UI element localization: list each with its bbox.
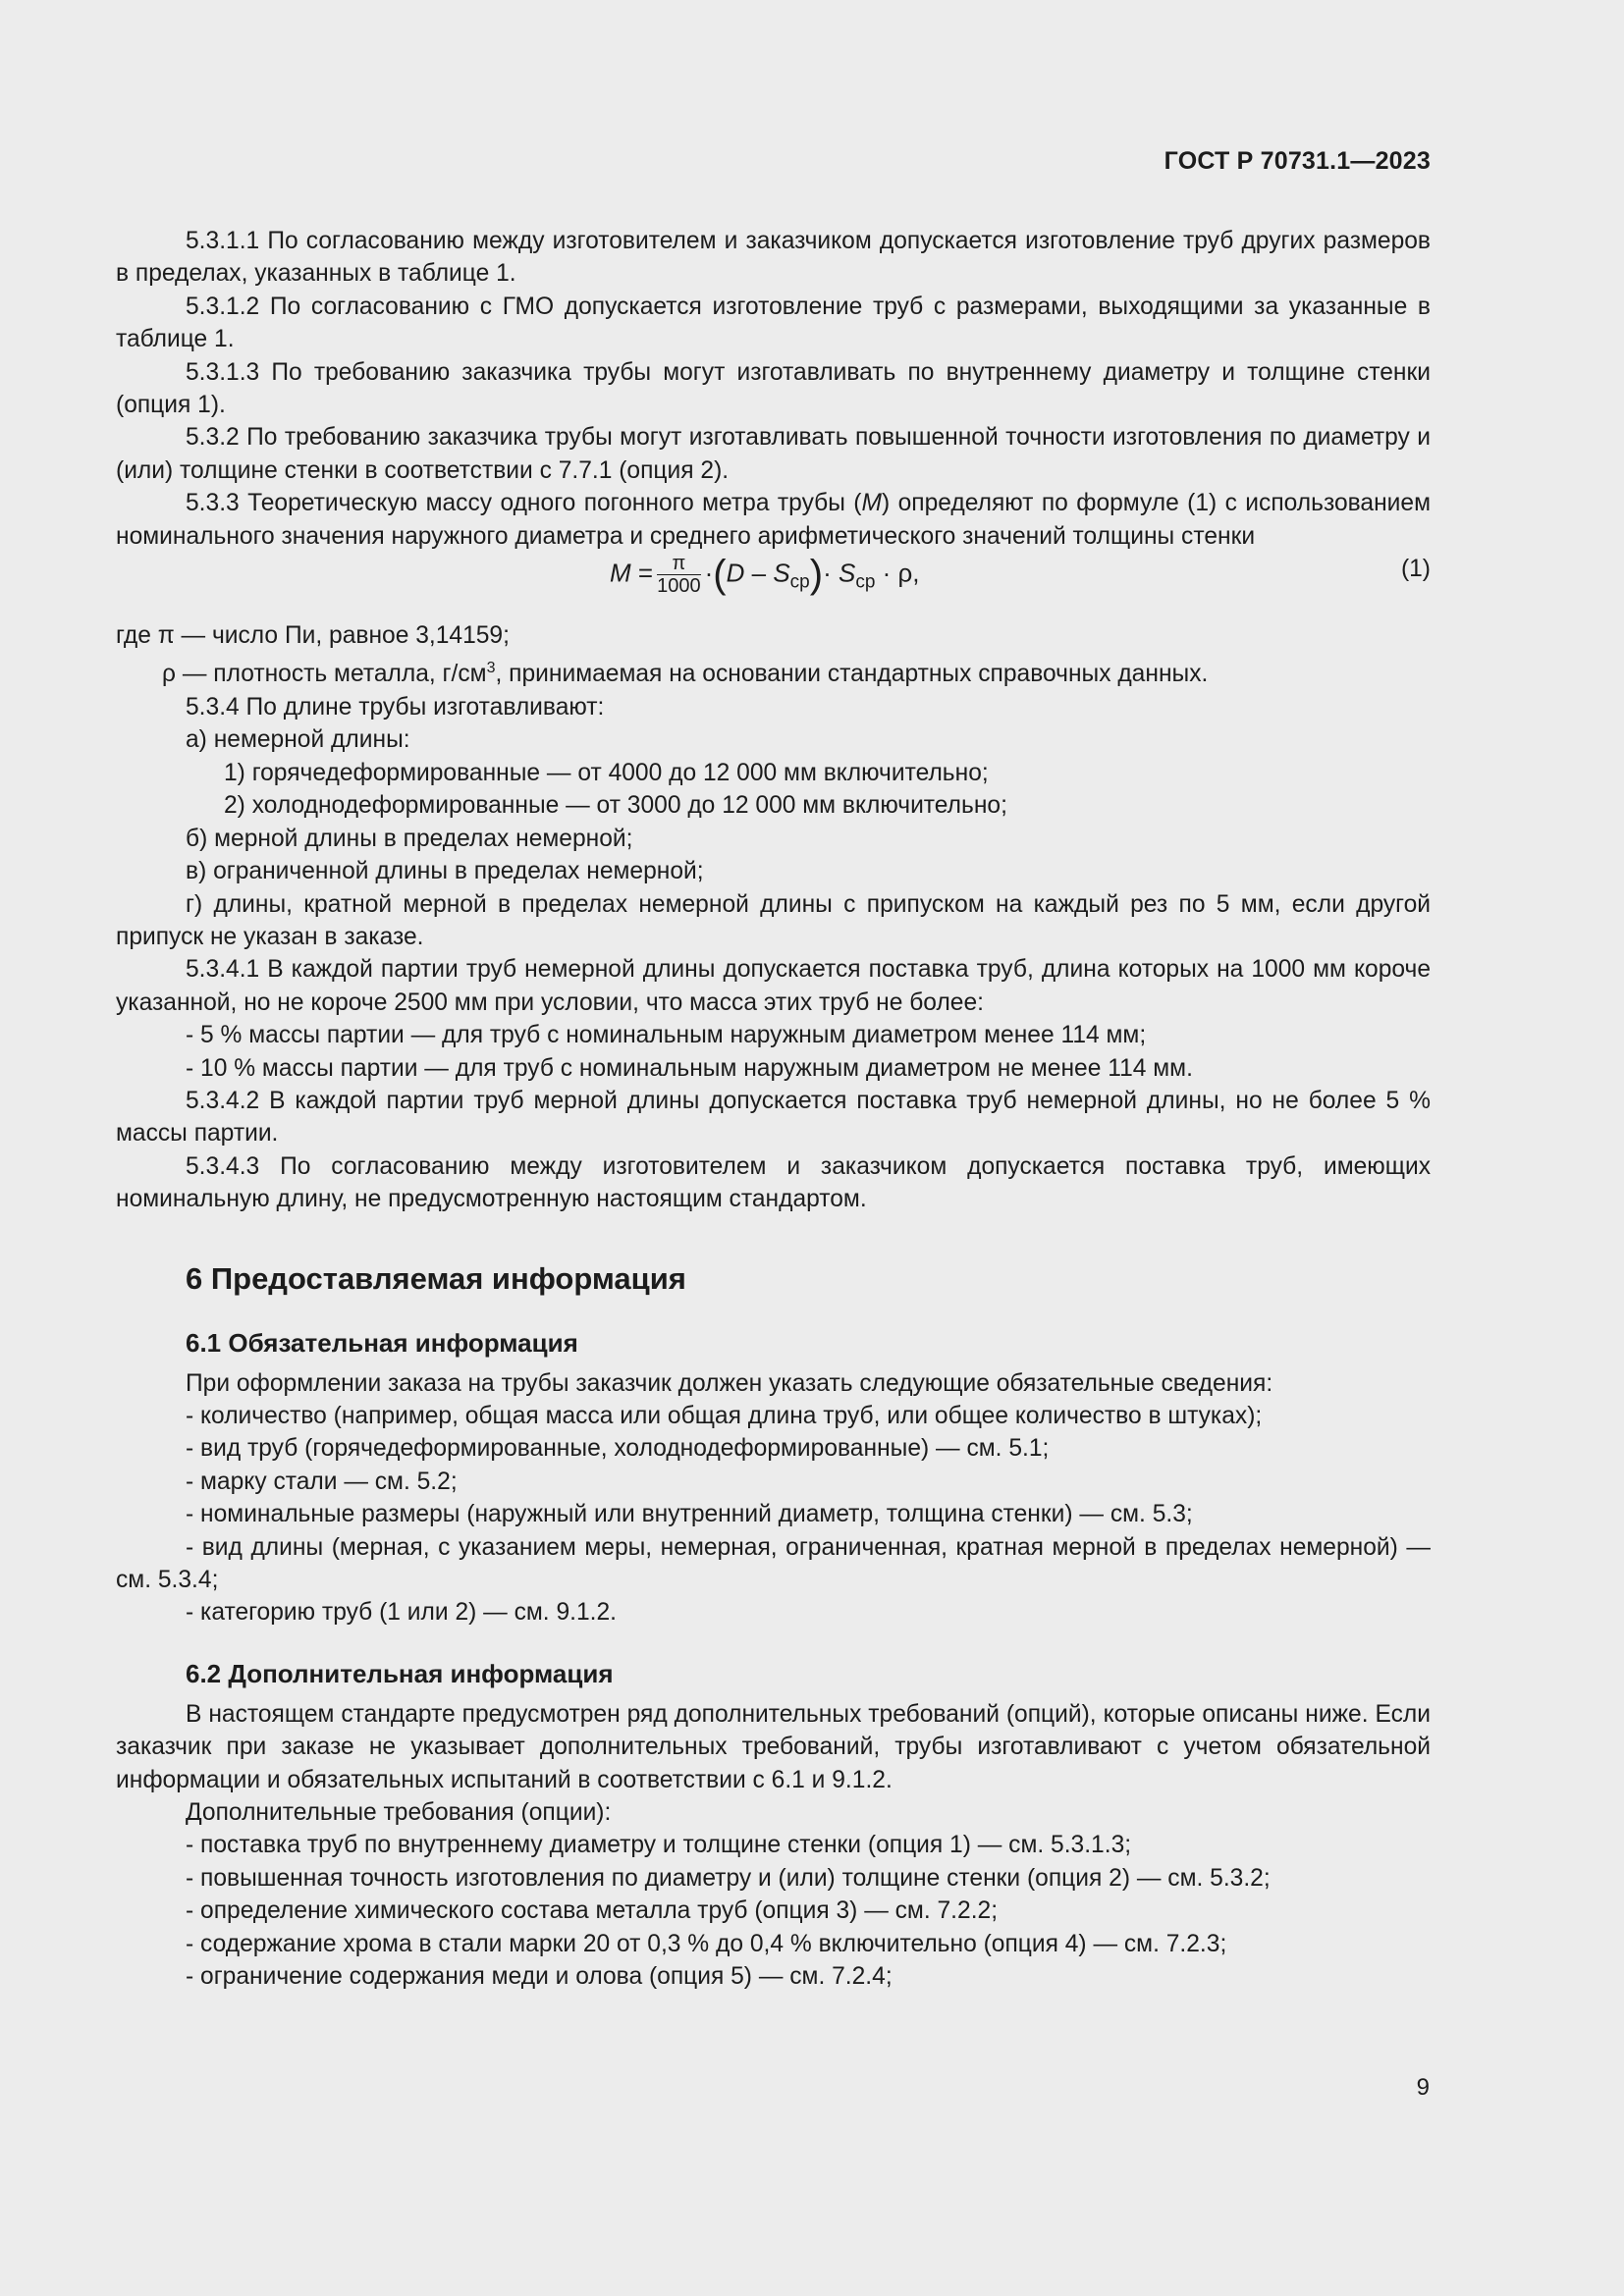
dash-item: - 5 % массы партии — для труб с номинальным наружным диаметром менее 114 мм; <box>186 1022 1147 1049</box>
list-item: - категорию труб (1 или 2) — см. 9.1.2. <box>186 1599 617 1627</box>
clause-5-3-4-3: 5.3.4.3 По согласованию между изготовителем и заказчиком допускается поставка труб, имеющих номинальную длину, не предусмотренную настоящим стандартом. <box>116 1152 1431 1213</box>
clause-5-3-3: 5.3.3 Теоретическую массу одного погонного метра трубы (M) определяют по формуле (1) с использованием номинального значения наружного диаметра и среднего арифметического значений толщины стенки <box>116 490 1431 550</box>
list-item: - ограничение содержания меди и олова (опция 5) — см. 7.2.4; <box>186 1963 893 1991</box>
document-id: ГОСТ Р 70731.1—2023 <box>1164 147 1431 175</box>
clause-5-3-2: 5.3.2 По требованию заказчика трубы могут изготавливать повышенной точности изготовления по диаметру и (или) толщине стенки в соответствии с 7.7.1 (опция 2). <box>116 424 1431 484</box>
formula-expression: M = $\frac{\pi}{1000}$ $\cdot(D - S_{ср})\cdot S_{ср} \cdot \rho$, <box>610 552 920 598</box>
list-item: - количество (например, общая масса или общая длина труб, или общее количество в штуках); <box>186 1402 1263 1429</box>
section-6-1-title: 6.1 Обязательная информация <box>186 1327 578 1358</box>
list-item: - вид длины (мерная, с указанием меры, немерная, ограниченная, кратная мерной в пределах немерной) — см. 5.3.4; <box>116 1533 1431 1593</box>
section-6-title: 6 Предоставляемая информация <box>186 1260 686 1296</box>
clause-5-3-1-3: 5.3.1.3 По требованию заказчика трубы могут изготавливать по внутреннему диаметру и толщине стенки (опция 1). <box>116 358 1431 419</box>
clause-5-3-4-1: 5.3.4.1 В каждой партии труб немерной длины допускается поставка труб, длина которых на 1000 мм короче указанной, но не короче 2500 мм при условии, что масса этих труб не более: <box>116 956 1431 1016</box>
dash-item: - 10 % массы партии — для труб с номинальным наружным диаметром не менее 114 мм. <box>186 1054 1193 1082</box>
section-6-2-paragraph: В настоящем стандарте предусмотрен ряд дополнительных требований (опций), которые описаны ниже. Если заказчик при заказе не указывает дополнительных требований, трубы изготавливают с учетом обязательной информации и обязательных испытаний в соответствии с 6.1 и 9.1.2. <box>116 1700 1431 1793</box>
section-6-1-intro: При оформлении заказа на трубы заказчик должен указать следующие обязательные сведения: <box>186 1369 1273 1397</box>
clause-5-3-4: 5.3.4 По длине трубы изготавливают: <box>186 694 605 721</box>
list-item: - номинальные размеры (наружный или внутренний диаметр, толщина стенки) — см. 5.3; <box>186 1501 1193 1528</box>
list-item: - марку стали — см. 5.2; <box>186 1468 458 1495</box>
where-pi: где π — число Пи, равное 3,14159; <box>116 622 510 650</box>
length-item-a1: 1) горячедеформированные — от 4000 до 12 000 мм включительно; <box>224 759 989 786</box>
clause-5-3-4-2: 5.3.4.2 В каждой партии труб мерной длины допускается поставка труб немерной длины, но не более 5 % массы партии. <box>116 1087 1431 1148</box>
length-item-a2: 2) холоднодеформированные — от 3000 до 12 000 мм включительно; <box>224 792 1007 820</box>
formula-1 <box>116 553 1431 619</box>
list-item: - повышенная точность изготовления по диаметру и (или) толщине стенки (опция 2) — см. 5.3.2; <box>186 1864 1271 1892</box>
list-item: - вид труб (горячедеформированные, холоднодеформированные) — см. 5.1; <box>186 1435 1050 1463</box>
page-number: 9 <box>1416 2074 1430 2101</box>
length-item-v: в) ограниченной длины в пределах немерной; <box>186 858 704 885</box>
list-item: - содержание хрома в стали марки 20 от 0,3 % до 0,4 % включительно (опция 4) — см. 7.2.3; <box>186 1930 1227 1957</box>
length-item-a: а) немерной длины: <box>186 726 410 754</box>
list-item: - определение химического состава металла труб (опция 3) — см. 7.2.2; <box>186 1897 999 1925</box>
page-content <box>116 225 1431 1993</box>
length-item-g: г) длины, кратной мерной в пределах немерной длины с припуском на каждый рез по 5 мм, если другой припуск не указан в заказе. <box>116 890 1431 950</box>
clause-5-3-1-2: 5.3.1.2 По согласованию с ГМО допускается изготовление труб с размерами, выходящими за указанные в таблице 1. <box>116 293 1431 353</box>
length-item-b: б) мерной длины в пределах немерной; <box>186 825 633 852</box>
section-6-2-options-intro: Дополнительные требования (опции): <box>186 1799 612 1827</box>
clause-5-3-1-1: 5.3.1.1 По согласованию между изготовителем и заказчиком допускается изготовление труб других размеров в пределах, указанных в таблице 1. <box>116 228 1431 288</box>
formula-number: (1) <box>1400 556 1431 583</box>
fraction: $\frac{\pi}{1000}$ <box>657 553 701 598</box>
list-item: - поставка труб по внутреннему диаметру и толщине стенки (опция 1) — см. 5.3.1.3; <box>186 1832 1132 1859</box>
section-6-2-title: 6.2 Дополнительная информация <box>186 1658 614 1688</box>
where-rho: ρ — плотность металла, $г/см^3$, принимаемая на основании стандартных справочных данных. <box>162 660 1209 688</box>
